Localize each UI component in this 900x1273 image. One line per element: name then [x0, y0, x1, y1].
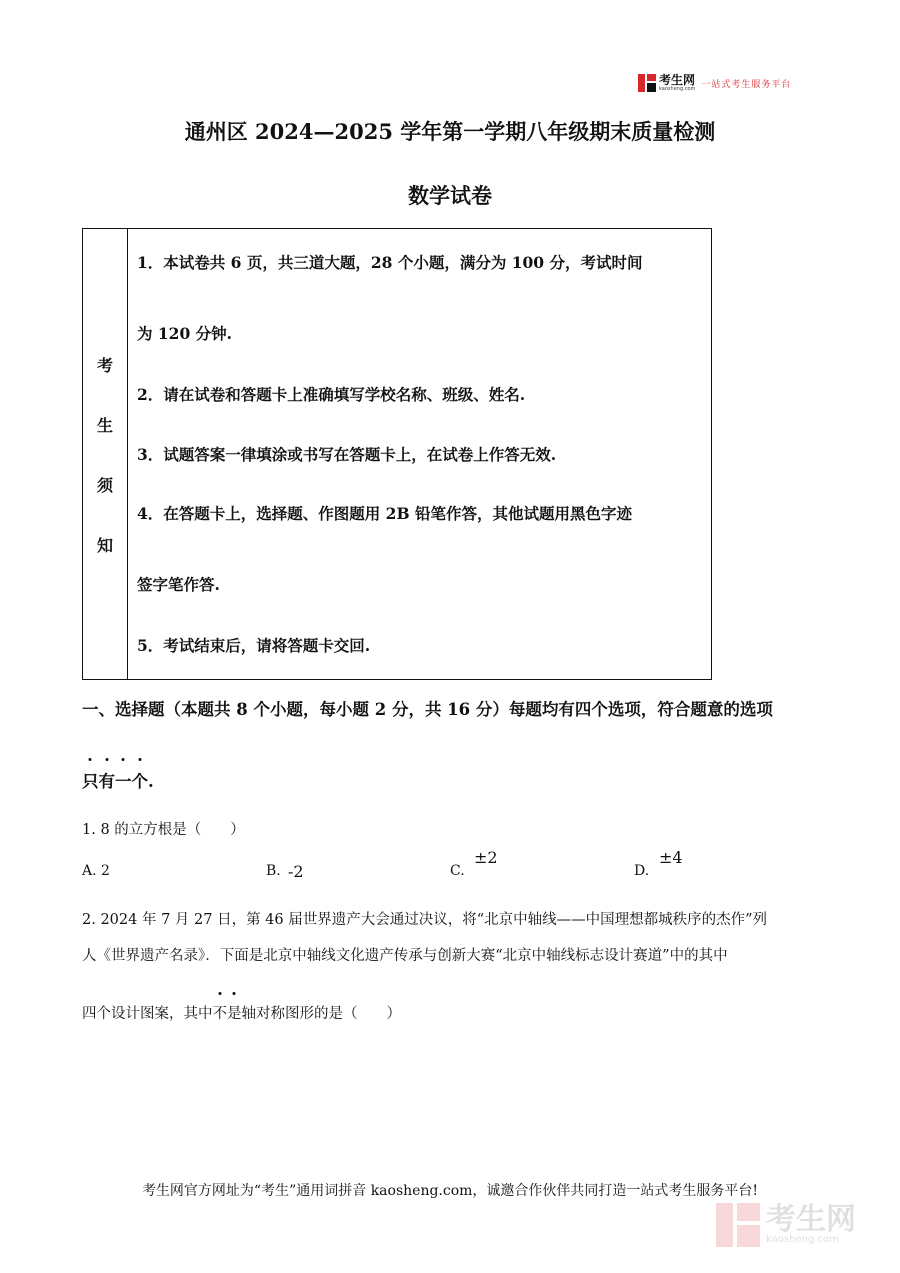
question-1-option-d: D.	[634, 863, 650, 879]
notice-side-char: 知	[96, 536, 113, 555]
footer-text: 考生网官方网址为“考生”通用词拼音 kaosheng.com，诚邀合作伙伴共同打造一站式考生服务平台!	[141, 1183, 759, 1199]
question-1-option-b: B.	[266, 863, 281, 879]
exam-subject: 数学试卷	[408, 183, 492, 208]
notice-side-char: 须	[96, 476, 113, 495]
question-1-stem: 1. 8 的立方根是（ ）	[82, 822, 245, 838]
emphasis-char: 一	[115, 768, 132, 792]
notice-item: 为 120 分钟.	[137, 324, 233, 343]
notice-item: 签字笔作答.	[137, 575, 220, 594]
emphasis-char: 个	[132, 768, 149, 792]
logo-domain: kaosheng.com	[659, 86, 696, 92]
watermark-logo	[716, 1203, 856, 1247]
question-1-option-b-value: -2	[288, 862, 304, 881]
header-logo	[638, 72, 791, 94]
question-2-line: 四个设计图案，其中 不 是轴对称图形的是（ ）	[82, 1002, 401, 1023]
question-2-line: 2. 2024 年 7 月 27 日，第 46 届世界遗产大会通过决议，将“北京中轴线——中国理想都城秩序的杰作”列	[82, 912, 768, 928]
emphasis-char: 不	[213, 1002, 228, 1023]
logo-slogan: 一站式考生服务平台	[701, 79, 792, 90]
emphasis-char: 是	[227, 1002, 242, 1023]
question-1-option-c: C.	[450, 863, 465, 879]
exam-notice-box	[82, 228, 712, 680]
question-1-option-d-value: ±4	[659, 848, 683, 867]
watermark-domain: kaosheng.com	[766, 1234, 839, 1245]
notice-side-char: 生	[96, 416, 113, 435]
notice-side-char: 考	[96, 356, 113, 375]
watermark-name: 考生网	[766, 1202, 856, 1237]
question-2-line: 人《世界遗产名录》．下面是北京中轴线文化遗产传承与创新大赛“北京中轴线标志设计赛道”中的其中	[82, 948, 728, 964]
question-1-option-c-value: ±2	[474, 848, 498, 867]
kaosheng-watermark-icon	[716, 1203, 760, 1247]
emphasis-char: 有	[99, 768, 116, 792]
notice-item: 4．在答题卡上，选择题、作图题用 2B 铅笔作答，其他试题用黑色字迹	[137, 504, 632, 523]
notice-item: 3．试题答案一律填涂或书写在答题卡上，在试卷上作答无效.	[137, 445, 557, 464]
question-1-option-a: A. 2	[82, 863, 110, 879]
section-heading-continued: 只 有 一 个.	[82, 768, 154, 792]
exam-title: 通州区 2024—2025 学年第一学期八年级期末质量检测	[184, 119, 716, 144]
notice-side-label	[83, 229, 128, 679]
emphasis-char: 只	[82, 768, 99, 792]
section-heading: 一、选择题（本题共 8 个小题，每小题 2 分，共 16 分）每题均有四个选项，符合题意的选项	[82, 700, 773, 719]
notice-item: 1．本试卷共 6 页，共三道大题，28 个小题，满分为 100 分，考试时间	[137, 253, 643, 272]
kaosheng-logo-icon	[638, 74, 656, 92]
notice-item: 2．请在试卷和答题卡上准确填写学校名称、班级、姓名.	[137, 385, 526, 404]
notice-item: 5．考试结束后，请将答题卡交回.	[137, 636, 371, 655]
logo-name: 考生网	[659, 73, 696, 87]
